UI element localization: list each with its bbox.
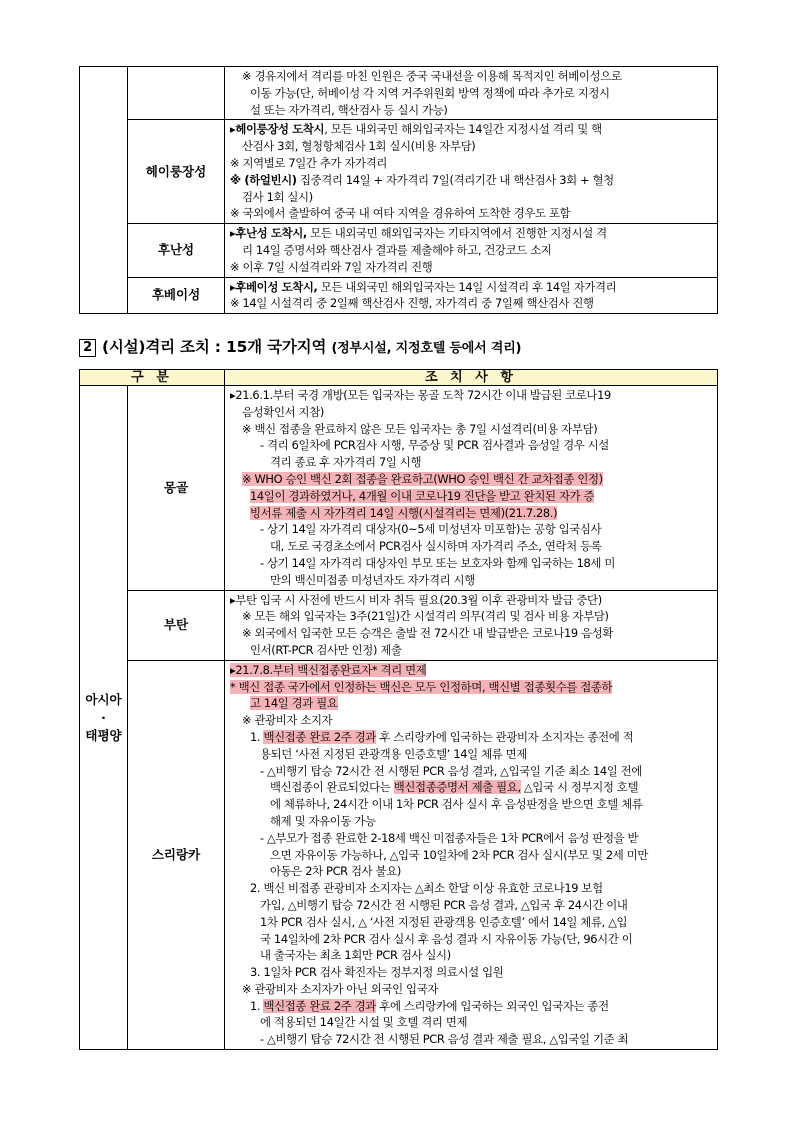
bold-lead: ▸후난성 도착시, [230, 226, 307, 241]
category-cell [128, 67, 225, 120]
text-line: ▸21.6.1.부터 국경 개방(모든 입국자는 몽골 도착 72시간 이내 발급된 코로나19 [230, 388, 611, 402]
measures-cell [225, 386, 718, 591]
bold-lead: ▸후베이성 도착시, [230, 279, 318, 294]
text-line: 음성확인서 지참) [242, 404, 324, 419]
text-line: 검사 1회 실시) [242, 189, 313, 204]
text-line: 1차 PCR 검사 실시, △ ‘사전 지정된 관광객용 인증호텔’ 에서 14일 체류, △입 [260, 914, 628, 929]
text-line: ▸후난성 도착시, 모든 내외국민 해외입국자는 기타지역에서 진행한 지정시설 격 [230, 226, 607, 241]
text-line: 에 체류하나, 24시간 이내 1차 PCR 검사 실시 후 음성판정을 받으면 호텔 체류 [270, 797, 643, 812]
country-cell: 부탄 [128, 590, 225, 660]
text-line: 격리 종료 후 자가격리 7일 시행 [270, 455, 422, 470]
category-cell: 후난성 [128, 224, 225, 277]
measures-cell [225, 277, 718, 314]
text-line: 14일이 경과하였거나, 4개월 이내 코로나19 진단을 받고 완치된 자가 증 [250, 488, 595, 503]
text-line: ▸21.7.8.부터 백신접종완료자* 격리 면제 [230, 662, 427, 677]
country-cell: 몽골 [128, 386, 225, 591]
text-line: 1. 백신접종 완료 2주 경과 후에 스리랑카에 입국하는 외국인 입국자는 종전 [250, 998, 609, 1013]
text-line: 아동은 2차 PCR 검사 불요) [270, 864, 401, 879]
main-table [79, 369, 718, 1050]
table-row [80, 67, 718, 120]
top-table [79, 66, 718, 314]
table-row [80, 120, 718, 224]
text-line: - △비행기 탑승 72시간 전 시행된 PCR 음성 결과, △입국일 기준 최소 14일 전에 [260, 763, 642, 778]
text-line: 빙서류 제출 시 자가격리 14일 시행(시설격리는 면제)(21.7.28.) [250, 505, 558, 520]
country-cell: 스리랑카 [128, 660, 225, 1049]
text-line: ※ 관광비자 소지자 [242, 713, 333, 728]
text-line: ※ 지역별로 7일간 추가 자가격리 [230, 155, 388, 170]
text-line: - 상기 14일 자가격리 대상자인 부모 또는 보호자와 함께 입국하는 18세 미 [260, 555, 615, 570]
header-category: 구 분 [80, 370, 225, 386]
text-line: 1. 백신접종 완료 2주 경과 후 스리랑카에 입국하는 관광비자 소지자는 종전에 적 [250, 729, 634, 744]
text-line: 백신접종이 완료되었다는 백신접종증명서 제출 필요, △입국 시 정부지정 호텔 [270, 780, 639, 795]
text-line: ※ WHO 승인 백신 2회 접종을 완료하고(WHO 승인 백신 간 교차접종 인정) [242, 471, 603, 486]
text-line: 2. 백신 비접종 관광비자 소지자는 △최소 한달 이상 유효한 코로나19 보험 [250, 881, 603, 896]
text-line: 인서(RT-PCR 검사만 인정) 제출 [250, 642, 402, 657]
text-line: 가입, △비행기 탑승 72시간 전 시행된 PCR 음성 결과, △입국 후 24시간 이내 [260, 897, 628, 912]
text-line: - △부모가 접종 완료한 2-18세 백신 미접종자들은 1차 PCR에서 음성 판정을 받 [260, 830, 639, 845]
measures-cell [225, 67, 718, 120]
text-line: ※ 14일 시설격리 중 2일째 핵산검사 진행, 자가격리 중 7일째 핵산검사 진행 [230, 296, 594, 311]
text-line: ※ (하얼빈시) 집중격리 14일 + 자가격리 7일(격리기간 내 핵산검사 3회 + 혈청 [230, 172, 614, 187]
text-line: ※ 관광비자 소지자가 아닌 외국인 입국자 [242, 981, 439, 996]
highlight-text: 백신접종증명서 제출 필요, [393, 780, 521, 795]
text-line: ※ 이후 7일 시설격리와 7일 자가격리 진행 [230, 259, 433, 274]
text-line: ※ 백신 접종을 완료하지 않은 모든 입국자는 총 7일 시설격리(비용 자부담) [242, 421, 598, 436]
text-line: - 상기 14일 자가격리 대상자(0~5세 미성년자 미포함)는 공항 입국심사 [260, 522, 602, 537]
text-line: - △비행기 탑승 72시간 전 시행된 PCR 음성 결과 제출 필요, △입국일 기준 최 [260, 1032, 629, 1047]
table-row [80, 590, 718, 660]
text-line: 국 14일차에 2차 PCR 검사 실시 후 음성 결과 시 자유이동 가능(단, 96시간 이 [260, 931, 633, 946]
text-line: 대, 도로 국경초소에서 PCR검사 실시하며 자가격리 주소, 연락처 등록 [270, 539, 602, 554]
measures-cell [225, 660, 718, 1049]
text-line: ▸헤이룽장성 도착시, 모든 내외국민 해외입국자는 14일간 지정시설 격리 및 핵 [230, 122, 602, 137]
measures-cell [225, 590, 718, 660]
text-line: ※ 외국에서 입국한 모든 승객은 출발 전 72시간 내 발급받은 코로나19 음성확 [242, 626, 614, 641]
text-line: 용되던 ‘사전 지정된 관광객용 인증호텔’ 14일 체류 면제 [260, 746, 527, 761]
table-row [80, 660, 718, 1049]
measures-cell [225, 224, 718, 277]
text-line: 이동 가능(단, 허베이성 각 지역 거주위원회 방역 정책에 따라 추가로 지정시 [250, 85, 610, 100]
table-row [80, 386, 718, 591]
text-line: - 격리 6일차에 PCR검사 시행, 무증상 및 PCR 검사결과 음성일 경우 시설 [260, 438, 609, 453]
text-line: ※ 모든 해외 입국자는 3주(21일)간 시설격리 의무(격리 및 검사 비용 자부담) [242, 609, 609, 624]
text-line: 에 적용되던 14일간 시설 및 호텔 격리 면제 [260, 1015, 468, 1030]
text-line: ※ 국외에서 출발하여 중국 내 여타 지역을 경유하여 도착한 경우도 포함 [230, 206, 571, 221]
text-line: 만의 백신미접종 미성년자도 자가격리 시행 [270, 572, 475, 587]
section-number: 2 [79, 339, 96, 357]
header-measures: 조 치 사 항 [225, 370, 718, 386]
text-line: 고 14일 경과 필요 [250, 696, 338, 711]
table-header-row [80, 370, 718, 386]
section-subtitle: (정부시설, 지정호텔 등에서 격리) [331, 341, 522, 356]
bold-lead: ▸헤이룽장성 도착시 [230, 122, 325, 137]
measures-cell [225, 120, 718, 224]
text-line: 3. 1일차 PCR 검사 확진자는 정부지정 의료시설 입원 [250, 965, 504, 980]
text-line: 리 14일 증명서와 핵산검사 결과를 제출해야 하고, 건강코드 소지 [242, 242, 552, 257]
text-line: ※ 경유지에서 격리를 마친 인원은 중국 국내선을 이용해 목적지인 허베이성으로 [242, 69, 622, 83]
table-row [80, 224, 718, 277]
text-line: 설 또는 자가격리, 핵산검사 등 실시 가능) [250, 102, 448, 117]
category-cell: 헤이룽장성 [128, 120, 225, 224]
table-row [80, 277, 718, 314]
text-line: 해제 및 자유이동 가능 [270, 813, 376, 828]
text-line: ▸후베이성 도착시, 모든 내외국민 해외입국자는 14일 시설격리 후 14일 자가격리 [230, 279, 617, 294]
highlight-text: 백신접종 완료 2주 경과 [263, 729, 377, 744]
section-title-text: (시설)격리 조치 : 15개 국가지역 [102, 338, 327, 356]
region-cell: 아시아 · 태평양 [80, 386, 128, 1050]
bold-lead: ※ (하얼빈시) [230, 172, 297, 187]
highlight-text: 백신접종 완료 2주 경과 [263, 998, 377, 1013]
region-cell [80, 67, 128, 314]
text-line: 으면 자유이동 가능하나, △입국 10일차에 2차 PCR 검사 실시(부모 및 2세 미만 [270, 847, 649, 862]
category-cell: 후베이성 [128, 277, 225, 314]
text-line: 내 출국자는 최초 1회만 PCR 검사 실시) [260, 948, 451, 963]
text-line: ▸부탄 입국 시 사전에 반드시 비자 취득 필요(20.3월 이후 관광비자 발급 중단) [230, 592, 602, 607]
text-line: * 백신 접종 국가에서 인정하는 백신은 모두 인정하며, 백신별 접종횟수를 접종하 [230, 679, 613, 694]
section-title [79, 335, 521, 357]
text-line: 산검사 3회, 혈청항체검사 1회 실시(비용 자부담) [242, 139, 476, 154]
